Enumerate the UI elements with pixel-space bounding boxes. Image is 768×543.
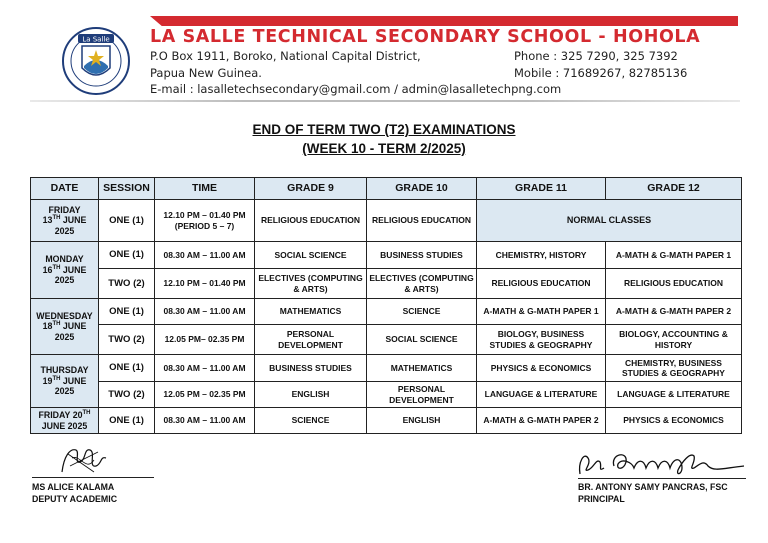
grade-10-cell: ENGLISH bbox=[367, 408, 477, 434]
grade-10-cell: SCIENCE bbox=[367, 299, 477, 325]
grade-11-cell: BIOLOGY, BUSINESS STUDIES & GEOGRAPHY bbox=[477, 325, 606, 355]
grade-11-cell: LANGUAGE & LITERATURE bbox=[477, 382, 606, 408]
grade-12-cell: A-MATH & G-MATH PAPER 2 bbox=[606, 299, 742, 325]
grade-9-cell: SCIENCE bbox=[255, 408, 367, 434]
time-cell: 08.30 AM – 11.00 AM bbox=[155, 299, 255, 325]
grade-9-cell: PERSONAL DEVELOPMENT bbox=[255, 325, 367, 355]
phone-numbers: Phone : 325 7290, 325 7392 bbox=[514, 49, 678, 63]
time-cell: 08.30 AM – 11.00 AM bbox=[155, 242, 255, 269]
time-cell: 12.05 PM – 02.35 PM bbox=[155, 382, 255, 408]
header-session: SESSION bbox=[99, 178, 155, 200]
letterhead bbox=[0, 0, 768, 104]
exam-timetable bbox=[30, 177, 742, 434]
letterhead-divider bbox=[30, 100, 740, 102]
grade-11-cell: CHEMISTRY, HISTORY bbox=[477, 242, 606, 269]
grade-9-cell: SOCIAL SCIENCE bbox=[255, 242, 367, 269]
header-time: TIME bbox=[155, 178, 255, 200]
address-line-2: Papua New Guinea. bbox=[150, 66, 262, 80]
exam-subtitle: (WEEK 10 - TERM 2/2025) bbox=[302, 141, 466, 156]
grade-10-cell: MATHEMATICS bbox=[367, 355, 477, 382]
grade-10-cell: PERSONAL DEVELOPMENT bbox=[367, 382, 477, 408]
header-grade-12: GRADE 12 bbox=[606, 178, 742, 200]
deputy-name: MS ALICE KALAMA bbox=[32, 482, 115, 492]
table-row bbox=[31, 408, 742, 434]
table-row bbox=[31, 299, 742, 325]
table-row bbox=[31, 269, 742, 299]
grade-9-cell: RELIGIOUS EDUCATION bbox=[255, 200, 367, 242]
principal-title: PRINCIPAL bbox=[578, 494, 625, 504]
session-cell: ONE (1) bbox=[99, 200, 155, 242]
email-addresses: E-mail : lasalletechsecondary@gmail.com / admin@lasalletechpng.com bbox=[150, 82, 562, 96]
session-cell: TWO (2) bbox=[99, 269, 155, 299]
header-red-bar bbox=[150, 16, 738, 26]
session-cell: ONE (1) bbox=[99, 299, 155, 325]
grade-9-cell: ENGLISH bbox=[255, 382, 367, 408]
time-cell: 12.10 PM – 01.40 PM bbox=[155, 269, 255, 299]
grade-11-cell: PHYSICS & ECONOMICS bbox=[477, 355, 606, 382]
grade-10-cell: BUSINESS STUDIES bbox=[367, 242, 477, 269]
table-row bbox=[31, 382, 742, 408]
table-row bbox=[31, 242, 742, 269]
header-grade-11: GRADE 11 bbox=[477, 178, 606, 200]
session-cell: TWO (2) bbox=[99, 325, 155, 355]
session-cell: TWO (2) bbox=[99, 382, 155, 408]
table-row bbox=[31, 355, 742, 382]
exam-title: END OF TERM TWO (T2) EXAMINATIONS bbox=[252, 122, 516, 137]
grade-12-cell: PHYSICS & ECONOMICS bbox=[606, 408, 742, 434]
table-row bbox=[31, 325, 742, 355]
principal-signature-line bbox=[578, 478, 746, 479]
grade-12-cell: A-MATH & G-MATH PAPER 1 bbox=[606, 242, 742, 269]
date-cell: THURSDAY 19TH JUNE 2025 bbox=[31, 355, 99, 408]
grade-12-cell: LANGUAGE & LITERATURE bbox=[606, 382, 742, 408]
header-grade-9: GRADE 9 bbox=[255, 178, 367, 200]
grade-9-cell: MATHEMATICS bbox=[255, 299, 367, 325]
grade-9-cell: ELECTIVES (COMPUTING & ARTS) bbox=[255, 269, 367, 299]
session-cell: ONE (1) bbox=[99, 242, 155, 269]
grade-12-cell: BIOLOGY, ACCOUNTING & HISTORY bbox=[606, 325, 742, 355]
grade-11-cell: A-MATH & G-MATH PAPER 1 bbox=[477, 299, 606, 325]
grade-10-cell: ELECTIVES (COMPUTING & ARTS) bbox=[367, 269, 477, 299]
school-crest-logo bbox=[60, 26, 132, 96]
principal-signature bbox=[574, 444, 750, 480]
date-cell: FRIDAY 13TH JUNE 2025 bbox=[31, 200, 99, 242]
logo-top-text: La Salle bbox=[82, 35, 110, 44]
time-cell: 12.10 PM – 01.40 PM (PERIOD 5 – 7) bbox=[155, 200, 255, 242]
header-date: DATE bbox=[31, 178, 99, 200]
time-cell: 12.05 PM– 02.35 PM bbox=[155, 325, 255, 355]
school-name: LA SALLE TECHNICAL SECONDARY SCHOOL - HOHOLA bbox=[150, 27, 701, 47]
grade-11-cell: RELIGIOUS EDUCATION bbox=[477, 269, 606, 299]
time-cell: 08.30 AM – 11.00 AM bbox=[155, 355, 255, 382]
normal-classes-cell: NORMAL CLASSES bbox=[477, 200, 742, 242]
mobile-numbers: Mobile : 71689267, 82785136 bbox=[514, 66, 688, 80]
grade-9-cell: BUSINESS STUDIES bbox=[255, 355, 367, 382]
grade-10-cell: SOCIAL SCIENCE bbox=[367, 325, 477, 355]
deputy-signature-line bbox=[32, 477, 154, 478]
deputy-signature bbox=[50, 442, 120, 480]
table-header-row bbox=[31, 178, 742, 200]
header-grade-10: GRADE 10 bbox=[367, 178, 477, 200]
grade-12-cell: CHEMISTRY, BUSINESS STUDIES & GEOGRAPHY bbox=[606, 355, 742, 382]
session-cell: ONE (1) bbox=[99, 408, 155, 434]
principal-name: BR. ANTONY SAMY PANCRAS, FSC bbox=[578, 482, 728, 492]
time-cell: 08.30 AM – 11.00 AM bbox=[155, 408, 255, 434]
grade-11-cell: A-MATH & G-MATH PAPER 2 bbox=[477, 408, 606, 434]
date-cell: MONDAY 16TH JUNE 2025 bbox=[31, 242, 99, 299]
grade-10-cell: RELIGIOUS EDUCATION bbox=[367, 200, 477, 242]
table-row bbox=[31, 200, 742, 242]
date-cell: WEDNESDAY 18TH JUNE 2025 bbox=[31, 299, 99, 355]
grade-12-cell: RELIGIOUS EDUCATION bbox=[606, 269, 742, 299]
deputy-title: DEPUTY ACADEMIC bbox=[32, 494, 118, 504]
address-line-1: P.O Box 1911, Boroko, National Capital District, bbox=[150, 49, 421, 63]
date-cell: FRIDAY 20TH JUNE 2025 bbox=[31, 408, 99, 434]
session-cell: ONE (1) bbox=[99, 355, 155, 382]
